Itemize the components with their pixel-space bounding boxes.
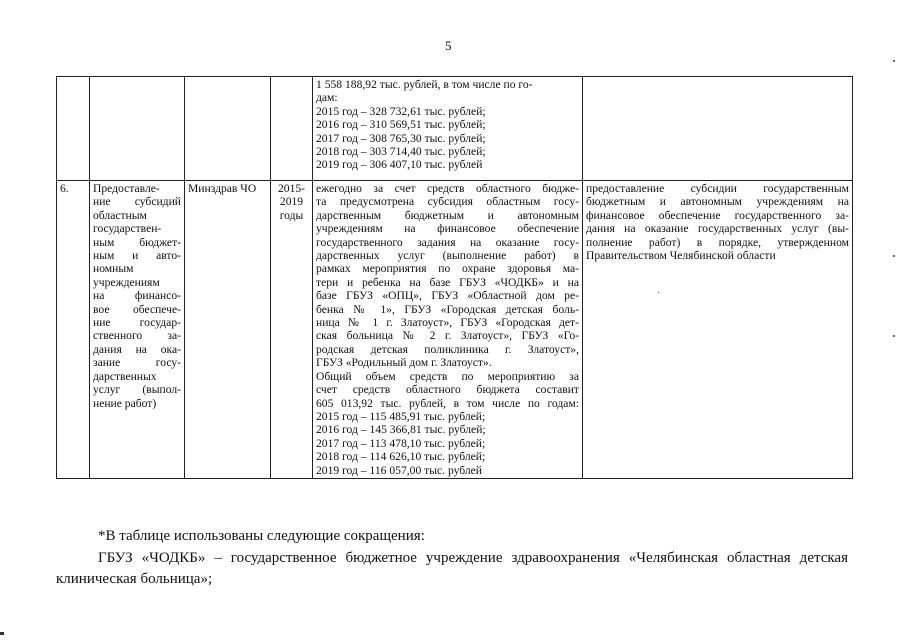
text-line: на финансо- bbox=[93, 289, 181, 303]
text-line: учреждениям на финансовое обеспечение bbox=[316, 222, 579, 236]
text-line: годы bbox=[279, 208, 304, 222]
text-line: 2015- bbox=[277, 182, 306, 195]
scan-speck bbox=[0, 632, 4, 635]
text-line: 605 013,92 тыс. рублей, в том числе по годам: bbox=[316, 396, 579, 410]
text-line: 2017 год – 308 765,30 тыс. рублей; bbox=[316, 131, 486, 145]
text-line: Предоставле- bbox=[93, 182, 160, 195]
scan-speck bbox=[893, 335, 895, 337]
table-row-6 bbox=[57, 181, 853, 479]
scan-speck bbox=[893, 255, 895, 257]
text-line: государственного задания на оказание госу- bbox=[316, 235, 579, 249]
text-line: дания на оказание государственных услуг (вы- bbox=[586, 222, 849, 236]
text-line: дания на ока- bbox=[93, 342, 181, 356]
cell-period bbox=[271, 181, 313, 479]
cell-executor bbox=[185, 181, 271, 479]
text-line: зание госу- bbox=[93, 356, 181, 370]
text-line: дарственных bbox=[93, 369, 157, 383]
text-line: ГБУЗ «Родильный дом г. Златоуст». bbox=[316, 356, 492, 370]
text-line: ежегодно за счет средств областного бюдже- bbox=[316, 182, 579, 195]
cell-empty bbox=[271, 77, 313, 181]
text-line: бенка № 1», ГБУЗ «Городская детская боль- bbox=[316, 302, 579, 316]
text-line: Общий объем средств по мероприятию за bbox=[316, 369, 579, 383]
page-number: 5 bbox=[445, 38, 452, 53]
text-line: 2018 год – 114 626,10 тыс. рублей; bbox=[316, 450, 486, 464]
text-line: бюджетным и автономным учреждениям на bbox=[586, 195, 849, 209]
text-line: ным и авто- bbox=[93, 249, 181, 263]
text-line: 2016 год – 145 366,81 тыс. рублей; bbox=[316, 423, 486, 437]
footnote-title: *В таблице использованы следующие сокращения: bbox=[98, 528, 425, 544]
text-line: 1 558 188,92 тыс. рублей, в том числе по го- bbox=[316, 78, 533, 91]
text-line: ние субсидий bbox=[93, 195, 181, 209]
text-line: 2018 год – 303 714,40 тыс. рублей; bbox=[316, 145, 486, 159]
text-line: 2015 год – 115 485,91 тыс. рублей; bbox=[316, 409, 486, 423]
text-line: областным bbox=[93, 208, 147, 222]
text-line: дарственных услуг (выполнение работ) в bbox=[316, 249, 579, 263]
text-line: нение работ) bbox=[93, 396, 157, 410]
text-line: 2019 год – 116 057,00 тыс. рублей bbox=[316, 463, 482, 477]
cell-basis bbox=[583, 181, 853, 479]
footnote-line-1: ГБУЗ «ЧОДКБ» – государственное бюджетное учреждение здравоохранения «Челябинская областная детская bbox=[98, 550, 848, 566]
text-line: 2015 год – 328 732,61 тыс. рублей; bbox=[316, 104, 486, 118]
text-line: ным бюджет- bbox=[93, 235, 181, 249]
text-line: полнение работ) в порядке, утвержденном bbox=[586, 235, 849, 249]
text-line: базе ГБУЗ «ОПЦ», ГБУЗ «Областной дом ре- bbox=[316, 289, 579, 303]
cell-empty bbox=[583, 77, 853, 181]
scan-speck bbox=[893, 60, 895, 62]
text-line: 2019 bbox=[279, 195, 304, 209]
executor-text: Минздрав ЧО bbox=[188, 182, 257, 195]
table-row-continuation bbox=[57, 77, 853, 181]
text-line: учреждениям bbox=[93, 275, 160, 289]
scan-speck bbox=[658, 292, 659, 293]
text-line: номным bbox=[93, 262, 134, 276]
text-line: вое обеспече- bbox=[93, 302, 181, 316]
text-line: рамках мероприятия по охране здоровья ма- bbox=[316, 262, 579, 276]
cell-description bbox=[313, 181, 583, 479]
cell-empty bbox=[185, 77, 271, 181]
text-line: дарственным бюджетным и автономным bbox=[316, 208, 579, 222]
text-line: государствен- bbox=[93, 222, 162, 236]
text-line: родская детская поликлиника г. Златоуст», bbox=[316, 342, 579, 356]
text-line: ние государ- bbox=[93, 316, 181, 330]
cell-empty bbox=[57, 77, 90, 181]
cell-measure-name bbox=[90, 181, 185, 479]
measures-table bbox=[56, 76, 853, 479]
text-line: финансовое обеспечение государственного за- bbox=[586, 208, 849, 222]
cell-funding-continuation bbox=[313, 77, 583, 181]
text-line: счет средств областного бюджета составит bbox=[316, 383, 579, 397]
text-line: та предусмотрена субсидия областным госу- bbox=[316, 195, 579, 209]
row-number: 6. bbox=[60, 182, 69, 195]
text-line: ская больница № 2 г. Златоуст», ГБУЗ «Го- bbox=[316, 329, 579, 343]
footnote-line-2: клиническая больница»; bbox=[56, 571, 213, 587]
text-line: ственного за- bbox=[93, 329, 181, 343]
text-line: 2017 год – 113 478,10 тыс. рублей; bbox=[316, 436, 486, 450]
text-line: ница № 1 г. Златоуст», ГБУЗ «Городская дет- bbox=[316, 316, 579, 330]
cell-empty bbox=[90, 77, 185, 181]
text-line: 2019 год – 306 407,10 тыс. рублей bbox=[316, 158, 483, 172]
text-line: 2016 год – 310 569,51 тыс. рублей; bbox=[316, 118, 486, 132]
text-line: тери и ребенка на базе ГБУЗ «ЧОДКБ» и на bbox=[316, 275, 579, 289]
text-line: Правительством Челябинской области bbox=[586, 249, 776, 263]
text-line: дам: bbox=[316, 91, 338, 105]
text-line: услуг (выпол- bbox=[93, 383, 181, 397]
cell-row-number bbox=[57, 181, 90, 479]
text-line: предоставление субсидии государственным bbox=[586, 182, 849, 195]
